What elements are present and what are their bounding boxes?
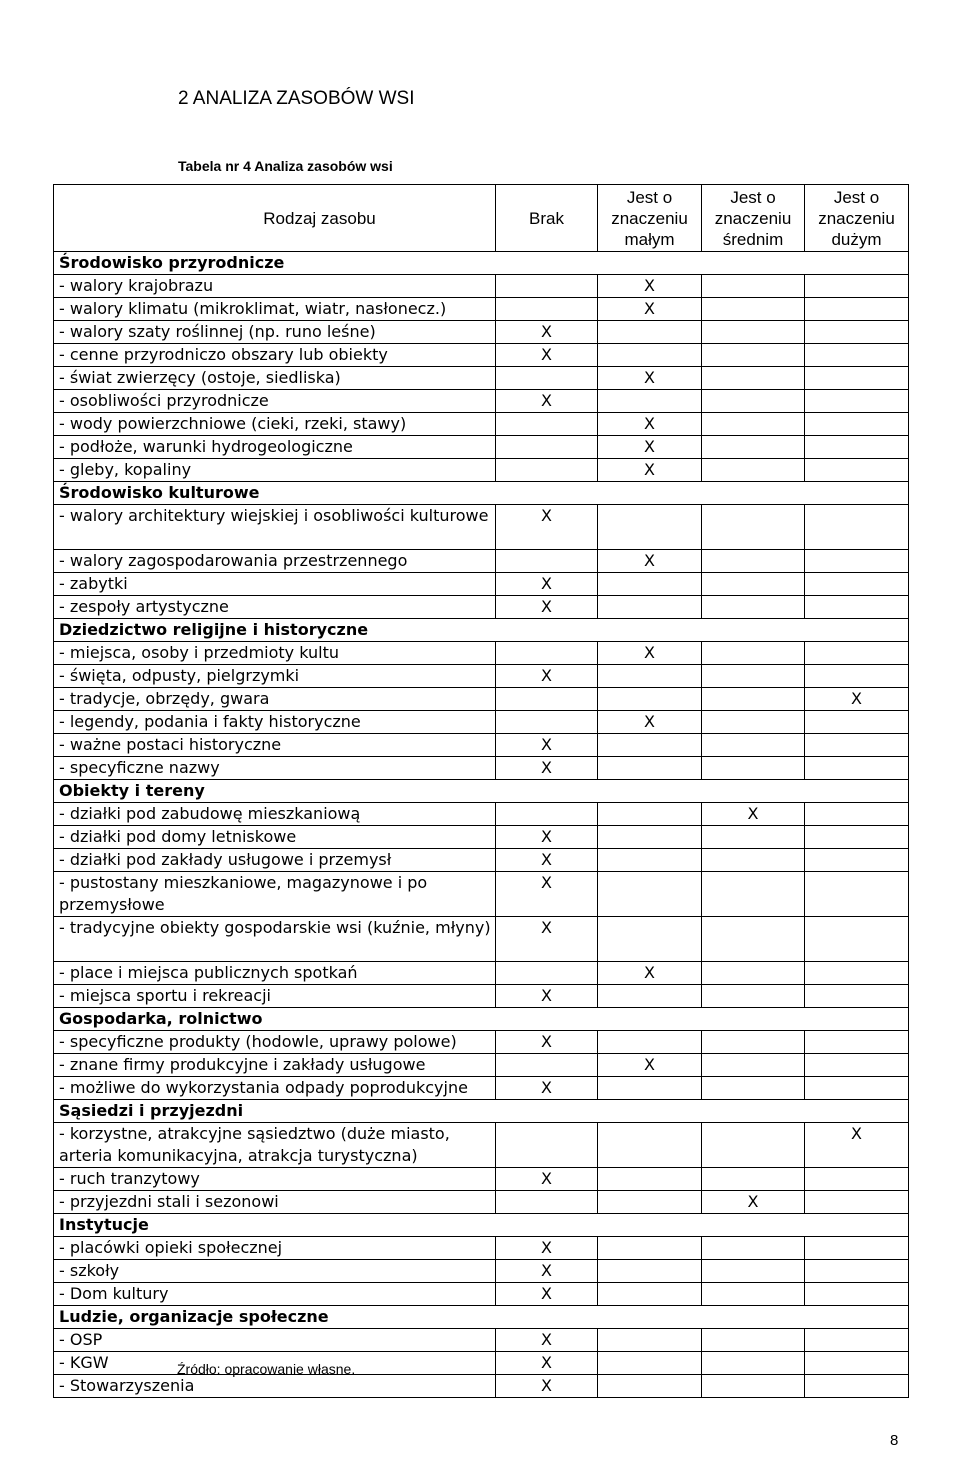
resource-label: - place i miejsca publicznych spotkań xyxy=(54,962,496,985)
cell-small xyxy=(598,1237,702,1260)
cell-none xyxy=(496,1191,598,1214)
cell-large xyxy=(805,642,909,665)
resource-label: - legendy, podania i fakty historyczne xyxy=(54,711,496,734)
resource-label: - korzystne, atrakcyjne sąsiedztwo (duże miasto, arteria komunikacyjna, atrakcja turystyczna) xyxy=(54,1123,496,1168)
cell-none xyxy=(496,413,598,436)
cell-large xyxy=(805,1168,909,1191)
section-label: Gospodarka, rolnictwo xyxy=(54,1008,909,1031)
column-header-resource: Rodzaj zasobu xyxy=(54,185,496,252)
resource-label: - przyjezdni stali i sezonowi xyxy=(54,1191,496,1214)
cell-medium xyxy=(702,275,805,298)
cell-large xyxy=(805,1031,909,1054)
table-row xyxy=(54,550,909,573)
cell-medium xyxy=(702,573,805,596)
section-row xyxy=(54,1214,909,1237)
cell-small xyxy=(598,734,702,757)
cell-small xyxy=(598,596,702,619)
cell-medium xyxy=(702,321,805,344)
cell-large xyxy=(805,1077,909,1100)
table-row xyxy=(54,298,909,321)
column-header-medium: Jest o znaczeniu średnim xyxy=(702,185,805,252)
cell-small xyxy=(598,390,702,413)
cell-large xyxy=(805,872,909,917)
resource-label: - ważne postaci historyczne xyxy=(54,734,496,757)
cell-medium xyxy=(702,436,805,459)
table-row xyxy=(54,872,909,917)
cell-small xyxy=(598,665,702,688)
cell-small: X xyxy=(598,298,702,321)
table-row xyxy=(54,1283,909,1306)
resource-label: - walory zagospodarowania przestrzennego xyxy=(54,550,496,573)
cell-medium xyxy=(702,1077,805,1100)
cell-none xyxy=(496,367,598,390)
resource-label: - pustostany mieszkaniowe, magazynowe i po przemysłowe xyxy=(54,872,496,917)
section-label: Ludzie, organizacje społeczne xyxy=(54,1306,909,1329)
cell-none: X xyxy=(496,505,598,550)
cell-none: X xyxy=(496,1283,598,1306)
cell-medium xyxy=(702,849,805,872)
cell-small xyxy=(598,985,702,1008)
section-label: Obiekty i tereny xyxy=(54,780,909,803)
cell-medium xyxy=(702,1352,805,1375)
resource-label: - walory architektury wiejskiej i osobliwości kulturowe xyxy=(54,505,496,550)
table-row xyxy=(54,459,909,482)
resource-label: - miejsca, osoby i przedmioty kultu xyxy=(54,642,496,665)
cell-small xyxy=(598,849,702,872)
cell-none: X xyxy=(496,573,598,596)
cell-small xyxy=(598,1352,702,1375)
table-row xyxy=(54,367,909,390)
cell-small: X xyxy=(598,459,702,482)
cell-none xyxy=(496,642,598,665)
cell-small xyxy=(598,1077,702,1100)
section-label: Dziedzictwo religijne i historyczne xyxy=(54,619,909,642)
cell-large xyxy=(805,436,909,459)
table-caption: Tabela nr 4 Analiza zasobów wsi xyxy=(178,158,393,174)
cell-large xyxy=(805,826,909,849)
cell-none: X xyxy=(496,390,598,413)
resource-label: - specyficzne nazwy xyxy=(54,757,496,780)
cell-large xyxy=(805,665,909,688)
table-row xyxy=(54,436,909,459)
cell-large: X xyxy=(805,1123,909,1168)
cell-small xyxy=(598,757,702,780)
resource-label: - podłoże, warunki hydrogeologiczne xyxy=(54,436,496,459)
resource-label: - specyficzne produkty (hodowle, uprawy polowe) xyxy=(54,1031,496,1054)
cell-small xyxy=(598,872,702,917)
column-header-large: Jest o znaczeniu dużym xyxy=(805,185,909,252)
cell-none: X xyxy=(496,985,598,1008)
table-row xyxy=(54,1031,909,1054)
cell-small xyxy=(598,1123,702,1168)
cell-none: X xyxy=(496,1375,598,1398)
resource-label: - znane firmy produkcyjne i zakłady usługowe xyxy=(54,1054,496,1077)
cell-none: X xyxy=(496,826,598,849)
cell-large xyxy=(805,275,909,298)
table-row xyxy=(54,321,909,344)
cell-none: X xyxy=(496,1237,598,1260)
cell-none: X xyxy=(496,1352,598,1375)
cell-small xyxy=(598,688,702,711)
table-row xyxy=(54,826,909,849)
cell-small xyxy=(598,803,702,826)
cell-none: X xyxy=(496,1168,598,1191)
page-number: 8 xyxy=(890,1432,899,1449)
cell-small xyxy=(598,321,702,344)
table-row xyxy=(54,962,909,985)
resource-label: - walory klimatu (mikroklimat, wiatr, nasłonecz.) xyxy=(54,298,496,321)
cell-large xyxy=(805,505,909,550)
cell-medium xyxy=(702,962,805,985)
resource-label: - działki pod zakłady usługowe i przemysł xyxy=(54,849,496,872)
column-header-small: Jest o znaczeniu małym xyxy=(598,185,702,252)
cell-none xyxy=(496,1123,598,1168)
cell-medium xyxy=(702,367,805,390)
cell-medium xyxy=(702,1329,805,1352)
cell-none: X xyxy=(496,665,598,688)
cell-small: X xyxy=(598,642,702,665)
cell-large xyxy=(805,803,909,826)
table-row xyxy=(54,1054,909,1077)
table-row xyxy=(54,711,909,734)
cell-medium xyxy=(702,1168,805,1191)
table-row xyxy=(54,505,909,550)
cell-medium xyxy=(702,1123,805,1168)
section-row xyxy=(54,619,909,642)
cell-none xyxy=(496,436,598,459)
resource-label: - święta, odpusty, pielgrzymki xyxy=(54,665,496,688)
cell-none: X xyxy=(496,734,598,757)
cell-small xyxy=(598,1031,702,1054)
resource-label: - możliwe do wykorzystania odpady poprodukcyjne xyxy=(54,1077,496,1100)
cell-small: X xyxy=(598,711,702,734)
cell-medium xyxy=(702,734,805,757)
cell-large xyxy=(805,298,909,321)
cell-large xyxy=(805,1191,909,1214)
cell-large xyxy=(805,917,909,962)
table-row xyxy=(54,688,909,711)
section-row xyxy=(54,780,909,803)
cell-large xyxy=(805,711,909,734)
cell-large xyxy=(805,344,909,367)
cell-none xyxy=(496,459,598,482)
section-label: Środowisko przyrodnicze xyxy=(54,252,909,275)
table-row xyxy=(54,275,909,298)
cell-medium xyxy=(702,688,805,711)
cell-medium xyxy=(702,1283,805,1306)
table-row xyxy=(54,1191,909,1214)
cell-small: X xyxy=(598,1054,702,1077)
table-row xyxy=(54,1077,909,1100)
table-row xyxy=(54,390,909,413)
cell-small xyxy=(598,826,702,849)
cell-none: X xyxy=(496,344,598,367)
resource-label: - miejsca sportu i rekreacji xyxy=(54,985,496,1008)
cell-medium: X xyxy=(702,1191,805,1214)
cell-large xyxy=(805,1329,909,1352)
resource-label: - walory krajobrazu xyxy=(54,275,496,298)
resource-label: - cenne przyrodniczo obszary lub obiekty xyxy=(54,344,496,367)
cell-large xyxy=(805,985,909,1008)
cell-large xyxy=(805,757,909,780)
cell-large xyxy=(805,1237,909,1260)
cell-small: X xyxy=(598,550,702,573)
cell-none xyxy=(496,1054,598,1077)
cell-large xyxy=(805,550,909,573)
cell-large xyxy=(805,1375,909,1398)
cell-medium xyxy=(702,757,805,780)
cell-large xyxy=(805,573,909,596)
resource-label: - świat zwierzęcy (ostoje, siedliska) xyxy=(54,367,496,390)
table-body xyxy=(54,252,909,1398)
cell-medium xyxy=(702,1237,805,1260)
cell-none: X xyxy=(496,1329,598,1352)
table-row xyxy=(54,1237,909,1260)
cell-none xyxy=(496,962,598,985)
cell-small xyxy=(598,505,702,550)
cell-large xyxy=(805,367,909,390)
cell-none: X xyxy=(496,321,598,344)
table-row xyxy=(54,1123,909,1168)
table-row xyxy=(54,665,909,688)
cell-medium xyxy=(702,1031,805,1054)
cell-small: X xyxy=(598,367,702,390)
resource-label: - działki pod domy letniskowe xyxy=(54,826,496,849)
resource-label: - zabytki xyxy=(54,573,496,596)
cell-medium xyxy=(702,665,805,688)
cell-none: X xyxy=(496,872,598,917)
cell-none: X xyxy=(496,1260,598,1283)
cell-medium xyxy=(702,917,805,962)
table-row xyxy=(54,1260,909,1283)
column-header-none: Brak xyxy=(496,185,598,252)
section-row xyxy=(54,252,909,275)
cell-medium xyxy=(702,872,805,917)
cell-small: X xyxy=(598,962,702,985)
resource-label: - zespoły artystyczne xyxy=(54,596,496,619)
cell-none: X xyxy=(496,596,598,619)
resource-label: - Dom kultury xyxy=(54,1283,496,1306)
table-row xyxy=(54,1168,909,1191)
table-row xyxy=(54,757,909,780)
cell-medium xyxy=(702,390,805,413)
section-row xyxy=(54,1306,909,1329)
cell-medium xyxy=(702,1054,805,1077)
cell-large xyxy=(805,1352,909,1375)
cell-large xyxy=(805,413,909,436)
cell-large xyxy=(805,1283,909,1306)
cell-large xyxy=(805,596,909,619)
cell-medium xyxy=(702,985,805,1008)
cell-none xyxy=(496,711,598,734)
cell-small xyxy=(598,917,702,962)
cell-small xyxy=(598,344,702,367)
cell-large xyxy=(805,321,909,344)
cell-large: X xyxy=(805,688,909,711)
cell-small: X xyxy=(598,413,702,436)
cell-medium xyxy=(702,826,805,849)
cell-small xyxy=(598,1329,702,1352)
cell-small xyxy=(598,1375,702,1398)
cell-large xyxy=(805,459,909,482)
section-row xyxy=(54,482,909,505)
table-row xyxy=(54,413,909,436)
cell-large xyxy=(805,1260,909,1283)
cell-medium xyxy=(702,298,805,321)
cell-medium xyxy=(702,413,805,436)
table-row xyxy=(54,985,909,1008)
cell-none xyxy=(496,688,598,711)
resource-label: - Stowarzyszenia xyxy=(54,1375,496,1398)
resource-label: - placówki opieki społecznej xyxy=(54,1237,496,1260)
resource-label: - działki pod zabudowę mieszkaniową xyxy=(54,803,496,826)
cell-small xyxy=(598,573,702,596)
cell-medium: X xyxy=(702,803,805,826)
table-row xyxy=(54,573,909,596)
cell-large xyxy=(805,1054,909,1077)
source-note: Źródło: opracowanie własne. xyxy=(177,1361,356,1377)
section-label: Sąsiedzi i przyjezdni xyxy=(54,1100,909,1123)
cell-large xyxy=(805,849,909,872)
resource-label: - ruch tranzytowy xyxy=(54,1168,496,1191)
resource-label: - OSP xyxy=(54,1329,496,1352)
table-row xyxy=(54,344,909,367)
table-row xyxy=(54,917,909,962)
cell-small xyxy=(598,1191,702,1214)
cell-medium xyxy=(702,550,805,573)
table-row xyxy=(54,1329,909,1352)
cell-small xyxy=(598,1260,702,1283)
table-row xyxy=(54,734,909,757)
cell-none xyxy=(496,298,598,321)
table-row xyxy=(54,642,909,665)
cell-large xyxy=(805,734,909,757)
cell-none: X xyxy=(496,1031,598,1054)
cell-medium xyxy=(702,711,805,734)
cell-none xyxy=(496,803,598,826)
cell-medium xyxy=(702,1375,805,1398)
cell-small xyxy=(598,1168,702,1191)
cell-small xyxy=(598,1283,702,1306)
resource-analysis-table xyxy=(53,184,909,1398)
table-row xyxy=(54,803,909,826)
resource-label: - tradycyjne obiekty gospodarskie wsi (kuźnie, młyny) xyxy=(54,917,496,962)
section-label: Środowisko kulturowe xyxy=(54,482,909,505)
resource-label: - gleby, kopaliny xyxy=(54,459,496,482)
resource-label: - wody powierzchniowe (cieki, rzeki, stawy) xyxy=(54,413,496,436)
cell-none: X xyxy=(496,917,598,962)
table-row xyxy=(54,596,909,619)
cell-none: X xyxy=(496,849,598,872)
cell-medium xyxy=(702,344,805,367)
cell-medium xyxy=(702,596,805,619)
table-row xyxy=(54,849,909,872)
table-row xyxy=(54,1375,909,1398)
cell-none: X xyxy=(496,1077,598,1100)
resource-label: - szkoły xyxy=(54,1260,496,1283)
resource-label: - osobliwości przyrodnicze xyxy=(54,390,496,413)
cell-none xyxy=(496,275,598,298)
cell-medium xyxy=(702,642,805,665)
cell-large xyxy=(805,962,909,985)
cell-small: X xyxy=(598,436,702,459)
cell-large xyxy=(805,390,909,413)
section-heading: 2 ANALIZA ZASOBÓW WSI xyxy=(178,88,415,109)
cell-medium xyxy=(702,1260,805,1283)
section-label: Instytucje xyxy=(54,1214,909,1237)
section-row xyxy=(54,1100,909,1123)
cell-medium xyxy=(702,459,805,482)
resource-label: - tradycje, obrzędy, gwara xyxy=(54,688,496,711)
cell-medium xyxy=(702,505,805,550)
section-row xyxy=(54,1008,909,1031)
resource-label: - walory szaty roślinnej (np. runo leśne) xyxy=(54,321,496,344)
cell-none: X xyxy=(496,757,598,780)
cell-small: X xyxy=(598,275,702,298)
cell-none xyxy=(496,550,598,573)
resource-label: - KGW xyxy=(54,1352,496,1375)
